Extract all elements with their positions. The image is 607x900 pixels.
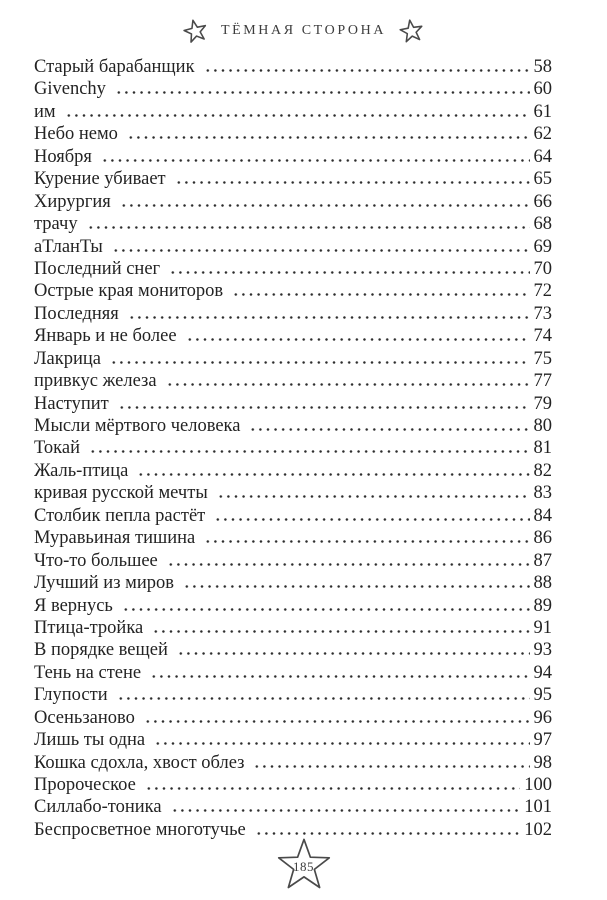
toc-entry-title: Наступит [34,393,109,414]
toc-entry-title: Мысли мёртвого человека [34,416,241,436]
toc-entry-page: 95 [533,685,552,706]
toc-entry [34,415,552,437]
dot-leader [184,338,530,341]
toc-entry-title: Кошка сдохла, хвост облез [34,752,245,773]
dot-leader [212,518,529,521]
toc-entry-title: В порядке вещей [34,640,168,661]
dot-leader [202,540,529,543]
toc-entry-page: 65 [533,169,552,190]
toc-entry-page: 91 [533,617,552,638]
toc-entry-page: 87 [533,550,552,571]
dot-leader [167,271,529,274]
toc-entry [34,774,552,796]
dot-leader [135,473,529,476]
toc-entry-title: Лакрица [34,348,102,369]
toc-entry-page: 89 [533,595,552,616]
toc-entry-title: привкус железа [34,371,157,392]
dot-leader [143,787,520,790]
toc-entry [34,729,552,751]
dot-leader [173,181,530,184]
dot-leader [120,608,530,611]
toc-entry-title: Жаль-птица [34,460,129,481]
toc-entry [34,101,552,123]
toc-entry-title: Лучший из миров [34,573,174,594]
toc-entry-title: Январь и не более [34,326,177,347]
toc-entry-title: Хирургия [34,191,111,212]
dot-leader [99,159,530,162]
toc-entry-title: Пророческое [34,775,136,795]
toc-entry-page: 58 [533,57,552,77]
toc-entry-title: Я вернусь [34,595,113,616]
toc-entry-title: Последний снег [34,258,161,279]
toc-entry [34,325,552,347]
toc-entry [34,370,552,392]
toc-entry [34,639,552,661]
toc-entry [34,437,552,459]
toc-entry-page: 101 [524,797,552,818]
page-footer [273,837,335,895]
dot-leader [110,249,530,252]
toc-entry-page: 93 [533,640,552,661]
toc-entry-page: 62 [533,124,552,145]
dot-leader [113,91,530,94]
toc-entry [34,482,552,504]
toc-entry-page: 64 [533,146,552,167]
page-number: 185 [293,858,314,874]
dot-leader [253,832,521,835]
toc-entry-page: 70 [533,258,552,279]
dot-leader [150,630,529,633]
toc-entry-page: 66 [533,191,552,212]
star-outline-icon [397,17,426,46]
toc-entry [34,460,552,482]
toc-entry-page: 102 [524,819,552,840]
dot-leader [181,585,530,588]
toc-entry [34,527,552,549]
toc-entry [34,258,552,280]
toc-entry-page: 60 [533,79,552,100]
toc-entry-page: 86 [533,528,552,549]
toc-entry [34,550,552,572]
toc-entry-page: 69 [533,236,552,257]
toc-entry-title: Тень на стене [34,662,142,683]
dot-leader [202,69,530,72]
toc-entry-title: Беспросветное многотучье [34,819,246,840]
dot-leader [251,765,529,768]
toc-entry [34,572,552,594]
toc-entry-page: 83 [533,483,552,504]
dot-leader [165,563,530,566]
toc-entry [34,752,552,774]
toc-entry [34,303,552,325]
toc-entry-title: Старый барабанщик [34,57,195,77]
toc-entry-title: Птица-тройка [34,617,144,638]
toc-entry-page: 98 [533,752,552,773]
toc-entry-title: Столбик пепла растёт [34,505,206,526]
toc-entry-page: 94 [533,662,552,683]
dot-leader [85,226,530,229]
dot-leader [115,697,530,700]
toc-entry [34,236,552,258]
toc-entry-title: кривая русской мечты [34,483,208,504]
toc-entry [34,56,552,78]
toc-entry-page: 68 [533,214,552,235]
toc-entry-title: Лишь ты одна [34,730,146,751]
dot-leader [175,652,530,655]
dot-leader [152,742,529,745]
toc-entry [34,796,552,818]
dot-leader [126,316,530,319]
toc-entry-title: Что-то большее [34,550,158,571]
toc-entry-title: Ноября [34,146,92,167]
toc-entry-page: 88 [533,573,552,594]
dot-leader [164,383,530,386]
toc-entry-title: Небо немо [34,124,118,145]
toc-entry-page: 82 [533,460,552,481]
toc-entry-page: 84 [533,505,552,526]
toc-entry [34,78,552,100]
toc-entry [34,707,552,729]
dot-leader [87,450,530,453]
toc-entry [34,393,552,415]
toc-entry-page: 74 [533,326,552,347]
toc-entry [34,123,552,145]
table-of-contents [0,45,607,841]
star-outline-icon [180,16,210,46]
dot-leader [169,809,521,812]
toc-entry-page: 77 [533,371,552,392]
toc-entry-page: 100 [524,775,552,795]
dot-leader [215,495,530,498]
toc-entry-title: им [34,101,56,122]
toc-entry [34,191,552,213]
dot-leader [148,675,529,678]
toc-entry-page: 73 [533,303,552,324]
toc-entry-title: Курение убивает [34,169,166,190]
toc-entry [34,595,552,617]
toc-entry-title: Осеньзаново [34,707,135,728]
toc-entry [34,348,552,370]
toc-entry [34,617,552,639]
toc-entry-page: 97 [533,730,552,751]
toc-entry [34,505,552,527]
toc-entry-title: Последняя [34,303,119,324]
dot-leader [230,293,529,296]
chapter-header [0,0,607,45]
dot-leader [247,428,529,431]
dot-leader [108,361,529,364]
section-title: ТЁМНАЯ СТОРОНА [220,23,387,38]
toc-entry [34,146,552,168]
toc-entry-title: аТланТы [34,236,103,257]
dot-leader [118,204,530,207]
dot-leader [142,720,530,723]
toc-entry-page: 75 [533,348,552,369]
dot-leader [116,406,530,409]
dot-leader [125,136,530,139]
toc-entry-title: Острые края мониторов [34,281,224,302]
toc-entry-page: 96 [533,707,552,728]
toc-entry [34,684,552,706]
toc-entry-title: трачу [34,214,78,235]
toc-entry-page: 79 [533,393,552,414]
toc-entry-title: Муравьиная тишина [34,528,196,549]
toc-entry-title: Силлабо-тоника [34,797,162,818]
toc-entry-page: 72 [533,281,552,302]
toc-entry [34,213,552,235]
toc-entry-page: 61 [533,101,552,122]
toc-entry-page: 80 [533,416,552,436]
toc-entry-title: Глупости [34,685,108,706]
toc-entry-title: Givenchy [34,79,106,100]
dot-leader [63,114,530,117]
toc-entry [34,280,552,302]
toc-entry [34,168,552,190]
toc-entry [34,662,552,684]
toc-entry-title: Токай [34,438,80,459]
toc-entry-page: 81 [533,438,552,459]
